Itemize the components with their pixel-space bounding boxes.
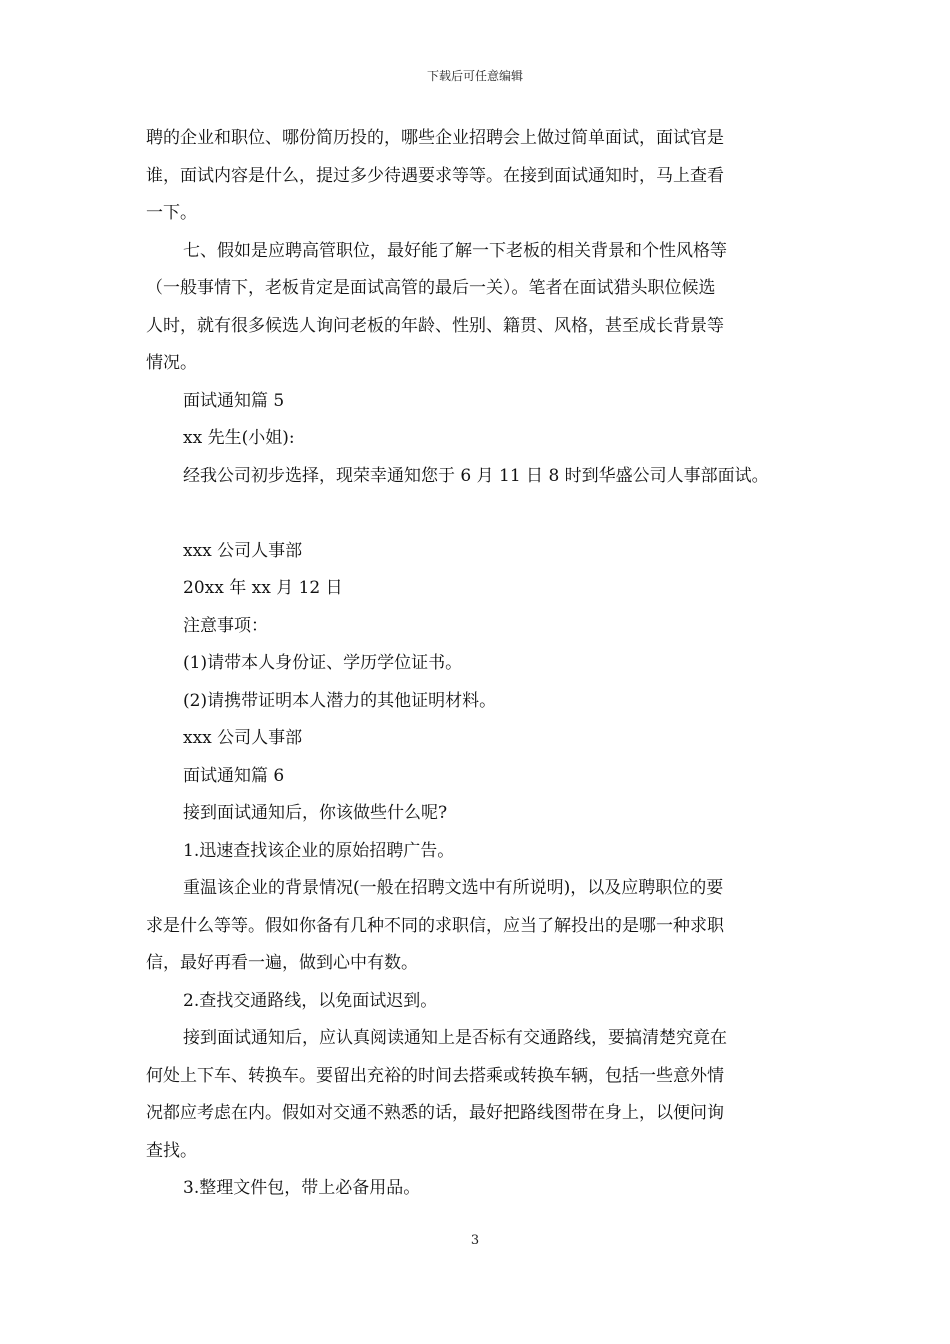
text-line: （一般事情下，老板肯定是面试高管的最后一关）。笔者在面试猎头职位候选 (146, 278, 716, 298)
notice-text: 经我公司初步选择，现荣幸通知您于 6 月 11 日 8 时到华盛公司人事部面试。 (183, 465, 769, 486)
text-line: 人时，就有很多候选人询问老板的年龄、性别、籍贯、风格，甚至成长背景等 (146, 315, 724, 336)
page-header: 下载后可任意编辑 (426, 69, 523, 83)
text-line: 七、假如是应聘高管职位，最好能了解一下老板的相关背景和个性风格等 (183, 240, 727, 261)
paragraph (146, 870, 818, 983)
text-line: 何处上下车、转换车。要留出充裕的时间去搭乘或转换车辆，包括一些意外情 (146, 1065, 724, 1086)
intro-question: 接到面试通知后，你该做些什么呢? (183, 803, 448, 823)
paragraph (146, 120, 818, 233)
notes-heading: 注意事项： (183, 615, 268, 636)
text-line: 接到面试通知后，应认真阅读通知上是否标有交通路线，要搞清楚究竟在 (183, 1028, 727, 1048)
page-number: 3 (470, 1233, 480, 1248)
section-title: 面试通知篇 5 (183, 390, 285, 411)
signature-dept: xxx 公司人事部 (183, 728, 303, 748)
signature-date: 20xx 年 xx 月 12 日 (183, 578, 343, 598)
step-heading: 2.查找交通路线，以免面试迟到。 (183, 990, 438, 1011)
text-line: 求是什么等等。假如你备有几种不同的求职信，应当了解投出的是哪一种求职 (146, 915, 724, 936)
blank-line (146, 495, 818, 533)
step-heading: 3.整理文件包，带上必备用品。 (183, 1178, 421, 1198)
text-line: 查找。 (146, 1140, 197, 1161)
paragraph (146, 1020, 818, 1170)
document-body (146, 120, 818, 1208)
signature-dept: xxx 公司人事部 (183, 540, 303, 561)
text-line: 重温该企业的背景情况(一般在招聘文选中有所说明)，以及应聘职位的要 (183, 878, 724, 898)
text-line: 一下。 (146, 203, 197, 223)
paragraph (146, 233, 818, 383)
section-title: 面试通知篇 6 (183, 765, 285, 786)
text-line: 谁，面试内容是什么，提过多少待遇要求等等。在接到面试通知时，马上查看 (146, 165, 724, 186)
note-item: (2)请携带证明本人潜力的其他证明材料。 (183, 690, 497, 711)
text-line: 聘的企业和职位、哪份简历投的，哪些企业招聘会上做过简单面试，面试官是 (146, 128, 724, 148)
text-line: 情况。 (146, 353, 197, 373)
note-item: (1)请带本人身份证、学历学位证书。 (183, 653, 463, 673)
text-line: 信，最好再看一遍，做到心中有数。 (146, 953, 418, 973)
text-line: 况都应考虑在内。假如对交通不熟悉的话，最好把路线图带在身上，以便问询 (146, 1103, 724, 1123)
step-heading: 1.迅速查找该企业的原始招聘广告。 (183, 840, 455, 861)
salutation: xx 先生(小姐): (183, 428, 295, 448)
